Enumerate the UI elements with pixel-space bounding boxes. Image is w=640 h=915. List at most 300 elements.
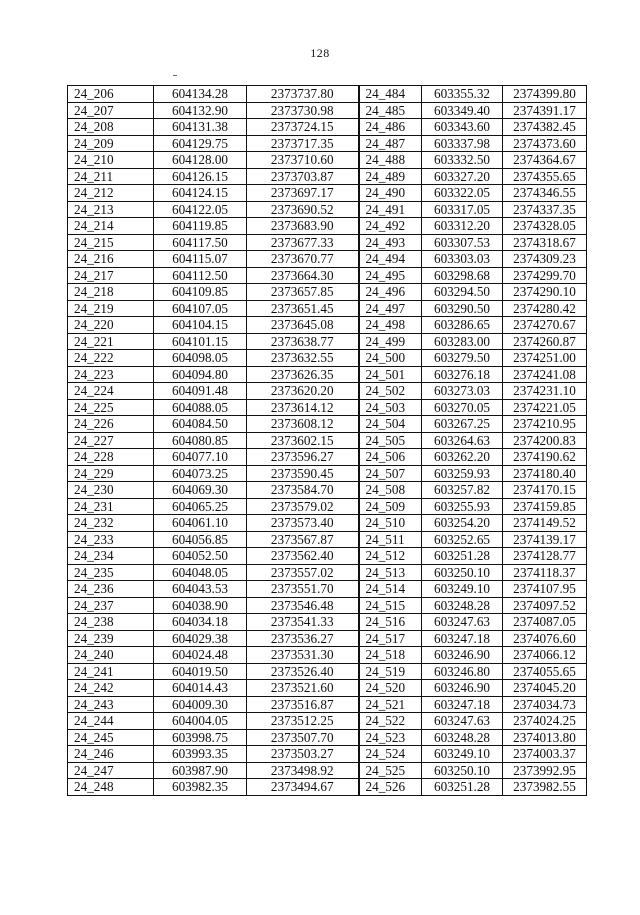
table-cell-x-coordinate: 603247.63 <box>422 614 503 631</box>
table-row <box>68 399 587 416</box>
table-cell-y-coordinate: 2373512.25 <box>247 713 359 730</box>
table-cell-x-coordinate: 603327.20 <box>422 168 503 185</box>
table-cell-x-coordinate: 603252.65 <box>422 531 503 548</box>
table-cell-point-id: 24_217 <box>68 267 154 284</box>
table-cell-point-id: 24_511 <box>359 531 422 548</box>
table-cell-y-coordinate: 2374003.37 <box>503 746 587 763</box>
table-row <box>68 696 587 713</box>
table-cell-x-coordinate: 604038.90 <box>154 597 247 614</box>
table-cell-point-id: 24_247 <box>68 762 154 779</box>
table-row <box>68 597 587 614</box>
table-row <box>68 531 587 548</box>
table-cell-x-coordinate: 604122.05 <box>154 201 247 218</box>
table-cell-x-coordinate: 603264.63 <box>422 432 503 449</box>
table-cell-y-coordinate: 2373521.60 <box>247 680 359 697</box>
table-cell-y-coordinate: 2373579.02 <box>247 498 359 515</box>
table-cell-x-coordinate: 603247.18 <box>422 696 503 713</box>
table-cell-x-coordinate: 603303.03 <box>422 251 503 268</box>
table-cell-y-coordinate: 2374180.40 <box>503 465 587 482</box>
table-cell-x-coordinate: 604065.25 <box>154 498 247 515</box>
table-cell-y-coordinate: 2373620.20 <box>247 383 359 400</box>
table-cell-y-coordinate: 2374024.25 <box>503 713 587 730</box>
table-cell-point-id: 24_233 <box>68 531 154 548</box>
table-cell-x-coordinate: 603259.93 <box>422 465 503 482</box>
table-cell-y-coordinate: 2374034.73 <box>503 696 587 713</box>
table-cell-point-id: 24_232 <box>68 515 154 532</box>
table-cell-point-id: 24_238 <box>68 614 154 631</box>
table-cell-x-coordinate: 603283.00 <box>422 333 503 350</box>
table-cell-y-coordinate: 2373516.87 <box>247 696 359 713</box>
table-cell-point-id: 24_231 <box>68 498 154 515</box>
table-row <box>68 548 587 565</box>
table-cell-x-coordinate: 604098.05 <box>154 350 247 367</box>
table-cell-y-coordinate: 2374373.60 <box>503 135 587 152</box>
table-cell-point-id: 24_236 <box>68 581 154 598</box>
table-row <box>68 581 587 598</box>
table-cell-y-coordinate: 2374066.12 <box>503 647 587 664</box>
table-row <box>68 383 587 400</box>
table-cell-point-id: 24_513 <box>359 564 422 581</box>
table-cell-y-coordinate: 2374013.80 <box>503 729 587 746</box>
table-cell-x-coordinate: 604088.05 <box>154 399 247 416</box>
table-cell-x-coordinate: 603254.20 <box>422 515 503 532</box>
table-cell-point-id: 24_222 <box>68 350 154 367</box>
table-cell-point-id: 24_223 <box>68 366 154 383</box>
page-number: 128 <box>310 46 330 60</box>
table-row <box>68 350 587 367</box>
table-cell-y-coordinate: 2374210.95 <box>503 416 587 433</box>
table-cell-point-id: 24_221 <box>68 333 154 350</box>
table-cell-x-coordinate: 603250.10 <box>422 762 503 779</box>
table-cell-x-coordinate: 603257.82 <box>422 482 503 499</box>
table-cell-y-coordinate: 2373724.15 <box>247 119 359 136</box>
table-cell-y-coordinate: 2374055.65 <box>503 663 587 680</box>
table-cell-x-coordinate: 603246.80 <box>422 663 503 680</box>
table-cell-point-id: 24_517 <box>359 630 422 647</box>
table-cell-point-id: 24_212 <box>68 185 154 202</box>
table-cell-x-coordinate: 603998.75 <box>154 729 247 746</box>
table-cell-point-id: 24_503 <box>359 399 422 416</box>
scan-speck <box>173 75 177 76</box>
table-cell-y-coordinate: 2373494.67 <box>247 779 359 796</box>
table-cell-point-id: 24_498 <box>359 317 422 334</box>
table-cell-point-id: 24_524 <box>359 746 422 763</box>
table-cell-y-coordinate: 2374128.77 <box>503 548 587 565</box>
table-cell-y-coordinate: 2374328.05 <box>503 218 587 235</box>
table-cell-x-coordinate: 604014.43 <box>154 680 247 697</box>
table-cell-y-coordinate: 2374231.10 <box>503 383 587 400</box>
table-cell-y-coordinate: 2373664.30 <box>247 267 359 284</box>
table-cell-point-id: 24_525 <box>359 762 422 779</box>
table-row <box>68 663 587 680</box>
table-cell-x-coordinate: 603247.18 <box>422 630 503 647</box>
table-cell-x-coordinate: 603317.05 <box>422 201 503 218</box>
table-cell-y-coordinate: 2374190.62 <box>503 449 587 466</box>
table-cell-point-id: 24_484 <box>359 86 422 103</box>
table-cell-point-id: 24_230 <box>68 482 154 499</box>
table-cell-y-coordinate: 2373590.45 <box>247 465 359 482</box>
table-cell-y-coordinate: 2373992.95 <box>503 762 587 779</box>
table-cell-x-coordinate: 604019.50 <box>154 663 247 680</box>
table-cell-point-id: 24_235 <box>68 564 154 581</box>
table-row <box>68 168 587 185</box>
table-row <box>68 102 587 119</box>
table-cell-y-coordinate: 2374318.67 <box>503 234 587 251</box>
table-row <box>68 746 587 763</box>
table-cell-y-coordinate: 2374076.60 <box>503 630 587 647</box>
table-cell-point-id: 24_501 <box>359 366 422 383</box>
table-cell-x-coordinate: 604134.28 <box>154 86 247 103</box>
table-cell-y-coordinate: 2373645.08 <box>247 317 359 334</box>
table-row <box>68 449 587 466</box>
table-row <box>68 647 587 664</box>
table-cell-point-id: 24_220 <box>68 317 154 334</box>
table-cell-point-id: 24_522 <box>359 713 422 730</box>
table-cell-y-coordinate: 2374337.35 <box>503 201 587 218</box>
table-cell-x-coordinate: 604009.30 <box>154 696 247 713</box>
table-row <box>68 614 587 631</box>
table-cell-y-coordinate: 2374346.55 <box>503 185 587 202</box>
table-cell-x-coordinate: 603982.35 <box>154 779 247 796</box>
table-cell-x-coordinate: 604112.50 <box>154 267 247 284</box>
table-cell-y-coordinate: 2374382.45 <box>503 119 587 136</box>
table-cell-point-id: 24_485 <box>359 102 422 119</box>
table-cell-x-coordinate: 604043.53 <box>154 581 247 598</box>
table-cell-point-id: 24_487 <box>359 135 422 152</box>
table-cell-y-coordinate: 2374200.83 <box>503 432 587 449</box>
table-row <box>68 680 587 697</box>
table-row <box>68 317 587 334</box>
table-cell-x-coordinate: 604029.38 <box>154 630 247 647</box>
table-cell-y-coordinate: 2374309.23 <box>503 251 587 268</box>
table-cell-y-coordinate: 2373596.27 <box>247 449 359 466</box>
table-cell-point-id: 24_225 <box>68 399 154 416</box>
table-cell-point-id: 24_509 <box>359 498 422 515</box>
table-cell-point-id: 24_491 <box>359 201 422 218</box>
table-cell-point-id: 24_497 <box>359 300 422 317</box>
table-cell-point-id: 24_495 <box>359 267 422 284</box>
table-cell-x-coordinate: 603247.63 <box>422 713 503 730</box>
table-cell-point-id: 24_506 <box>359 449 422 466</box>
table-cell-x-coordinate: 604126.15 <box>154 168 247 185</box>
table-cell-x-coordinate: 603322.05 <box>422 185 503 202</box>
table-cell-y-coordinate: 2374087.05 <box>503 614 587 631</box>
table-cell-x-coordinate: 604124.15 <box>154 185 247 202</box>
table-cell-y-coordinate: 2374241.08 <box>503 366 587 383</box>
table-cell-point-id: 24_492 <box>359 218 422 235</box>
table-cell-point-id: 24_224 <box>68 383 154 400</box>
table-cell-y-coordinate: 2373562.40 <box>247 548 359 565</box>
table-cell-point-id: 24_213 <box>68 201 154 218</box>
table-cell-y-coordinate: 2374251.00 <box>503 350 587 367</box>
table-cell-y-coordinate: 2373567.87 <box>247 531 359 548</box>
table-cell-y-coordinate: 2373573.40 <box>247 515 359 532</box>
table-row <box>68 498 587 515</box>
table-cell-y-coordinate: 2373608.12 <box>247 416 359 433</box>
table-cell-y-coordinate: 2373626.35 <box>247 366 359 383</box>
table-cell-point-id: 24_494 <box>359 251 422 268</box>
table-cell-point-id: 24_493 <box>359 234 422 251</box>
table-cell-point-id: 24_219 <box>68 300 154 317</box>
table-cell-y-coordinate: 2373614.12 <box>247 399 359 416</box>
table-cell-x-coordinate: 604061.10 <box>154 515 247 532</box>
table-cell-y-coordinate: 2374399.80 <box>503 86 587 103</box>
table-cell-point-id: 24_248 <box>68 779 154 796</box>
table-cell-x-coordinate: 603248.28 <box>422 729 503 746</box>
table-cell-x-coordinate: 603255.93 <box>422 498 503 515</box>
table-cell-y-coordinate: 2373657.85 <box>247 284 359 301</box>
table-cell-y-coordinate: 2373737.80 <box>247 86 359 103</box>
table-cell-x-coordinate: 603270.05 <box>422 399 503 416</box>
table-cell-x-coordinate: 603251.28 <box>422 779 503 796</box>
table-cell-point-id: 24_514 <box>359 581 422 598</box>
table-row <box>68 152 587 169</box>
table-cell-y-coordinate: 2373690.52 <box>247 201 359 218</box>
table-row <box>68 713 587 730</box>
table-cell-x-coordinate: 604056.85 <box>154 531 247 548</box>
table-row <box>68 201 587 218</box>
table-cell-point-id: 24_208 <box>68 119 154 136</box>
table-cell-x-coordinate: 604048.05 <box>154 564 247 581</box>
table-cell-point-id: 24_486 <box>359 119 422 136</box>
table-row <box>68 465 587 482</box>
table-cell-y-coordinate: 2373710.60 <box>247 152 359 169</box>
table-cell-x-coordinate: 604004.05 <box>154 713 247 730</box>
table-cell-y-coordinate: 2374107.95 <box>503 581 587 598</box>
table-cell-point-id: 24_243 <box>68 696 154 713</box>
table-cell-x-coordinate: 604119.85 <box>154 218 247 235</box>
table-cell-point-id: 24_502 <box>359 383 422 400</box>
table-cell-point-id: 24_488 <box>359 152 422 169</box>
table-row <box>68 300 587 317</box>
table-cell-y-coordinate: 2373526.40 <box>247 663 359 680</box>
table-cell-y-coordinate: 2374045.20 <box>503 680 587 697</box>
table-cell-y-coordinate: 2374290.10 <box>503 284 587 301</box>
table-cell-x-coordinate: 604132.90 <box>154 102 247 119</box>
table-cell-x-coordinate: 604107.05 <box>154 300 247 317</box>
table-cell-point-id: 24_228 <box>68 449 154 466</box>
table-cell-x-coordinate: 604077.10 <box>154 449 247 466</box>
table-cell-x-coordinate: 603286.65 <box>422 317 503 334</box>
table-cell-x-coordinate: 603307.53 <box>422 234 503 251</box>
table-cell-point-id: 24_226 <box>68 416 154 433</box>
table-row <box>68 630 587 647</box>
table-cell-y-coordinate: 2373677.33 <box>247 234 359 251</box>
table-cell-y-coordinate: 2374149.52 <box>503 515 587 532</box>
table-cell-x-coordinate: 603312.20 <box>422 218 503 235</box>
table-cell-point-id: 24_515 <box>359 597 422 614</box>
table-row <box>68 779 587 796</box>
table-cell-point-id: 24_239 <box>68 630 154 647</box>
table-cell-x-coordinate: 603262.20 <box>422 449 503 466</box>
table-row <box>68 135 587 152</box>
table-cell-x-coordinate: 604073.25 <box>154 465 247 482</box>
table-cell-point-id: 24_227 <box>68 432 154 449</box>
table-cell-x-coordinate: 603246.90 <box>422 680 503 697</box>
table-cell-y-coordinate: 2374221.05 <box>503 399 587 416</box>
table-row <box>68 284 587 301</box>
table-cell-x-coordinate: 603279.50 <box>422 350 503 367</box>
table-cell-x-coordinate: 603250.10 <box>422 564 503 581</box>
table-cell-point-id: 24_234 <box>68 548 154 565</box>
table-cell-y-coordinate: 2373498.92 <box>247 762 359 779</box>
coordinates-table <box>67 85 587 796</box>
table-cell-y-coordinate: 2373503.27 <box>247 746 359 763</box>
table-cell-y-coordinate: 2373531.30 <box>247 647 359 664</box>
table-cell-x-coordinate: 604084.50 <box>154 416 247 433</box>
table-cell-x-coordinate: 604109.85 <box>154 284 247 301</box>
table-cell-point-id: 24_489 <box>359 168 422 185</box>
table-cell-point-id: 24_244 <box>68 713 154 730</box>
table-cell-x-coordinate: 604034.18 <box>154 614 247 631</box>
table-row <box>68 416 587 433</box>
table-cell-x-coordinate: 603273.03 <box>422 383 503 400</box>
table-cell-point-id: 24_516 <box>359 614 422 631</box>
table-cell-x-coordinate: 604091.48 <box>154 383 247 400</box>
table-cell-point-id: 24_521 <box>359 696 422 713</box>
table-cell-x-coordinate: 604117.50 <box>154 234 247 251</box>
table-row <box>68 234 587 251</box>
table-cell-y-coordinate: 2374270.67 <box>503 317 587 334</box>
table-cell-x-coordinate: 603267.25 <box>422 416 503 433</box>
table-cell-x-coordinate: 604094.80 <box>154 366 247 383</box>
table-cell-y-coordinate: 2374299.70 <box>503 267 587 284</box>
table-cell-y-coordinate: 2373982.55 <box>503 779 587 796</box>
table-cell-x-coordinate: 603355.32 <box>422 86 503 103</box>
table-cell-x-coordinate: 604052.50 <box>154 548 247 565</box>
table-row <box>68 267 587 284</box>
table-cell-y-coordinate: 2374355.65 <box>503 168 587 185</box>
table-cell-y-coordinate: 2373651.45 <box>247 300 359 317</box>
table-cell-point-id: 24_241 <box>68 663 154 680</box>
table-cell-point-id: 24_216 <box>68 251 154 268</box>
table-cell-y-coordinate: 2373703.87 <box>247 168 359 185</box>
table-cell-x-coordinate: 604131.38 <box>154 119 247 136</box>
table-cell-point-id: 24_206 <box>68 86 154 103</box>
table-cell-x-coordinate: 604129.75 <box>154 135 247 152</box>
table-row <box>68 564 587 581</box>
table-cell-y-coordinate: 2374260.87 <box>503 333 587 350</box>
table-cell-x-coordinate: 603251.28 <box>422 548 503 565</box>
table-cell-x-coordinate: 603332.50 <box>422 152 503 169</box>
table-cell-point-id: 24_242 <box>68 680 154 697</box>
table-cell-point-id: 24_214 <box>68 218 154 235</box>
table-cell-x-coordinate: 603290.50 <box>422 300 503 317</box>
table-cell-y-coordinate: 2373670.77 <box>247 251 359 268</box>
table-cell-y-coordinate: 2374097.52 <box>503 597 587 614</box>
table-cell-y-coordinate: 2374280.42 <box>503 300 587 317</box>
table-row <box>68 119 587 136</box>
table-cell-x-coordinate: 603343.60 <box>422 119 503 136</box>
table-cell-point-id: 24_518 <box>359 647 422 664</box>
table-cell-y-coordinate: 2374391.17 <box>503 102 587 119</box>
table-row <box>68 185 587 202</box>
table-cell-point-id: 24_246 <box>68 746 154 763</box>
table-cell-y-coordinate: 2373541.33 <box>247 614 359 631</box>
table-cell-y-coordinate: 2373536.27 <box>247 630 359 647</box>
table-row <box>68 251 587 268</box>
table-cell-y-coordinate: 2373584.70 <box>247 482 359 499</box>
table-cell-point-id: 24_245 <box>68 729 154 746</box>
table-cell-x-coordinate: 603993.35 <box>154 746 247 763</box>
table-cell-x-coordinate: 603337.98 <box>422 135 503 152</box>
table-row <box>68 482 587 499</box>
table-cell-y-coordinate: 2373602.15 <box>247 432 359 449</box>
table-cell-point-id: 24_510 <box>359 515 422 532</box>
table-cell-y-coordinate: 2374159.85 <box>503 498 587 515</box>
table-cell-point-id: 24_490 <box>359 185 422 202</box>
table-cell-point-id: 24_240 <box>68 647 154 664</box>
table-cell-x-coordinate: 604104.15 <box>154 317 247 334</box>
table-cell-point-id: 24_229 <box>68 465 154 482</box>
table-cell-point-id: 24_207 <box>68 102 154 119</box>
table-cell-x-coordinate: 603276.18 <box>422 366 503 383</box>
table-cell-point-id: 24_496 <box>359 284 422 301</box>
table-cell-y-coordinate: 2373638.77 <box>247 333 359 350</box>
table-cell-point-id: 24_211 <box>68 168 154 185</box>
table-cell-point-id: 24_504 <box>359 416 422 433</box>
table-row <box>68 729 587 746</box>
table-cell-y-coordinate: 2374170.15 <box>503 482 587 499</box>
table-cell-x-coordinate: 604024.48 <box>154 647 247 664</box>
table-cell-x-coordinate: 604101.15 <box>154 333 247 350</box>
table-cell-point-id: 24_512 <box>359 548 422 565</box>
table-cell-point-id: 24_526 <box>359 779 422 796</box>
table-cell-point-id: 24_520 <box>359 680 422 697</box>
table-cell-point-id: 24_505 <box>359 432 422 449</box>
table-cell-x-coordinate: 604080.85 <box>154 432 247 449</box>
table-cell-x-coordinate: 603246.90 <box>422 647 503 664</box>
table-row <box>68 333 587 350</box>
table-cell-point-id: 24_499 <box>359 333 422 350</box>
table-cell-point-id: 24_500 <box>359 350 422 367</box>
table-cell-x-coordinate: 603249.10 <box>422 581 503 598</box>
table-cell-point-id: 24_210 <box>68 152 154 169</box>
table-cell-y-coordinate: 2373697.17 <box>247 185 359 202</box>
table-row <box>68 432 587 449</box>
table-row <box>68 515 587 532</box>
table-row <box>68 86 587 103</box>
table-cell-y-coordinate: 2373717.35 <box>247 135 359 152</box>
table-cell-x-coordinate: 603249.10 <box>422 746 503 763</box>
table-cell-point-id: 24_209 <box>68 135 154 152</box>
table-cell-point-id: 24_507 <box>359 465 422 482</box>
table-cell-y-coordinate: 2373730.98 <box>247 102 359 119</box>
table-cell-y-coordinate: 2373683.90 <box>247 218 359 235</box>
table-cell-point-id: 24_523 <box>359 729 422 746</box>
table-cell-y-coordinate: 2373546.48 <box>247 597 359 614</box>
table-cell-point-id: 24_508 <box>359 482 422 499</box>
table-cell-x-coordinate: 603248.28 <box>422 597 503 614</box>
table-cell-y-coordinate: 2374364.67 <box>503 152 587 169</box>
table-cell-y-coordinate: 2373632.55 <box>247 350 359 367</box>
table-cell-x-coordinate: 603987.90 <box>154 762 247 779</box>
table-cell-y-coordinate: 2374118.37 <box>503 564 587 581</box>
table-row <box>68 366 587 383</box>
table-cell-x-coordinate: 603349.40 <box>422 102 503 119</box>
coordinates-table-body <box>68 86 587 796</box>
table-cell-point-id: 24_519 <box>359 663 422 680</box>
table-cell-x-coordinate: 603298.68 <box>422 267 503 284</box>
table-row <box>68 762 587 779</box>
table-cell-y-coordinate: 2373557.02 <box>247 564 359 581</box>
table-cell-x-coordinate: 604128.00 <box>154 152 247 169</box>
table-cell-y-coordinate: 2373507.70 <box>247 729 359 746</box>
table-cell-y-coordinate: 2374139.17 <box>503 531 587 548</box>
table-cell-x-coordinate: 604115.07 <box>154 251 247 268</box>
table-cell-point-id: 24_215 <box>68 234 154 251</box>
table-row <box>68 218 587 235</box>
